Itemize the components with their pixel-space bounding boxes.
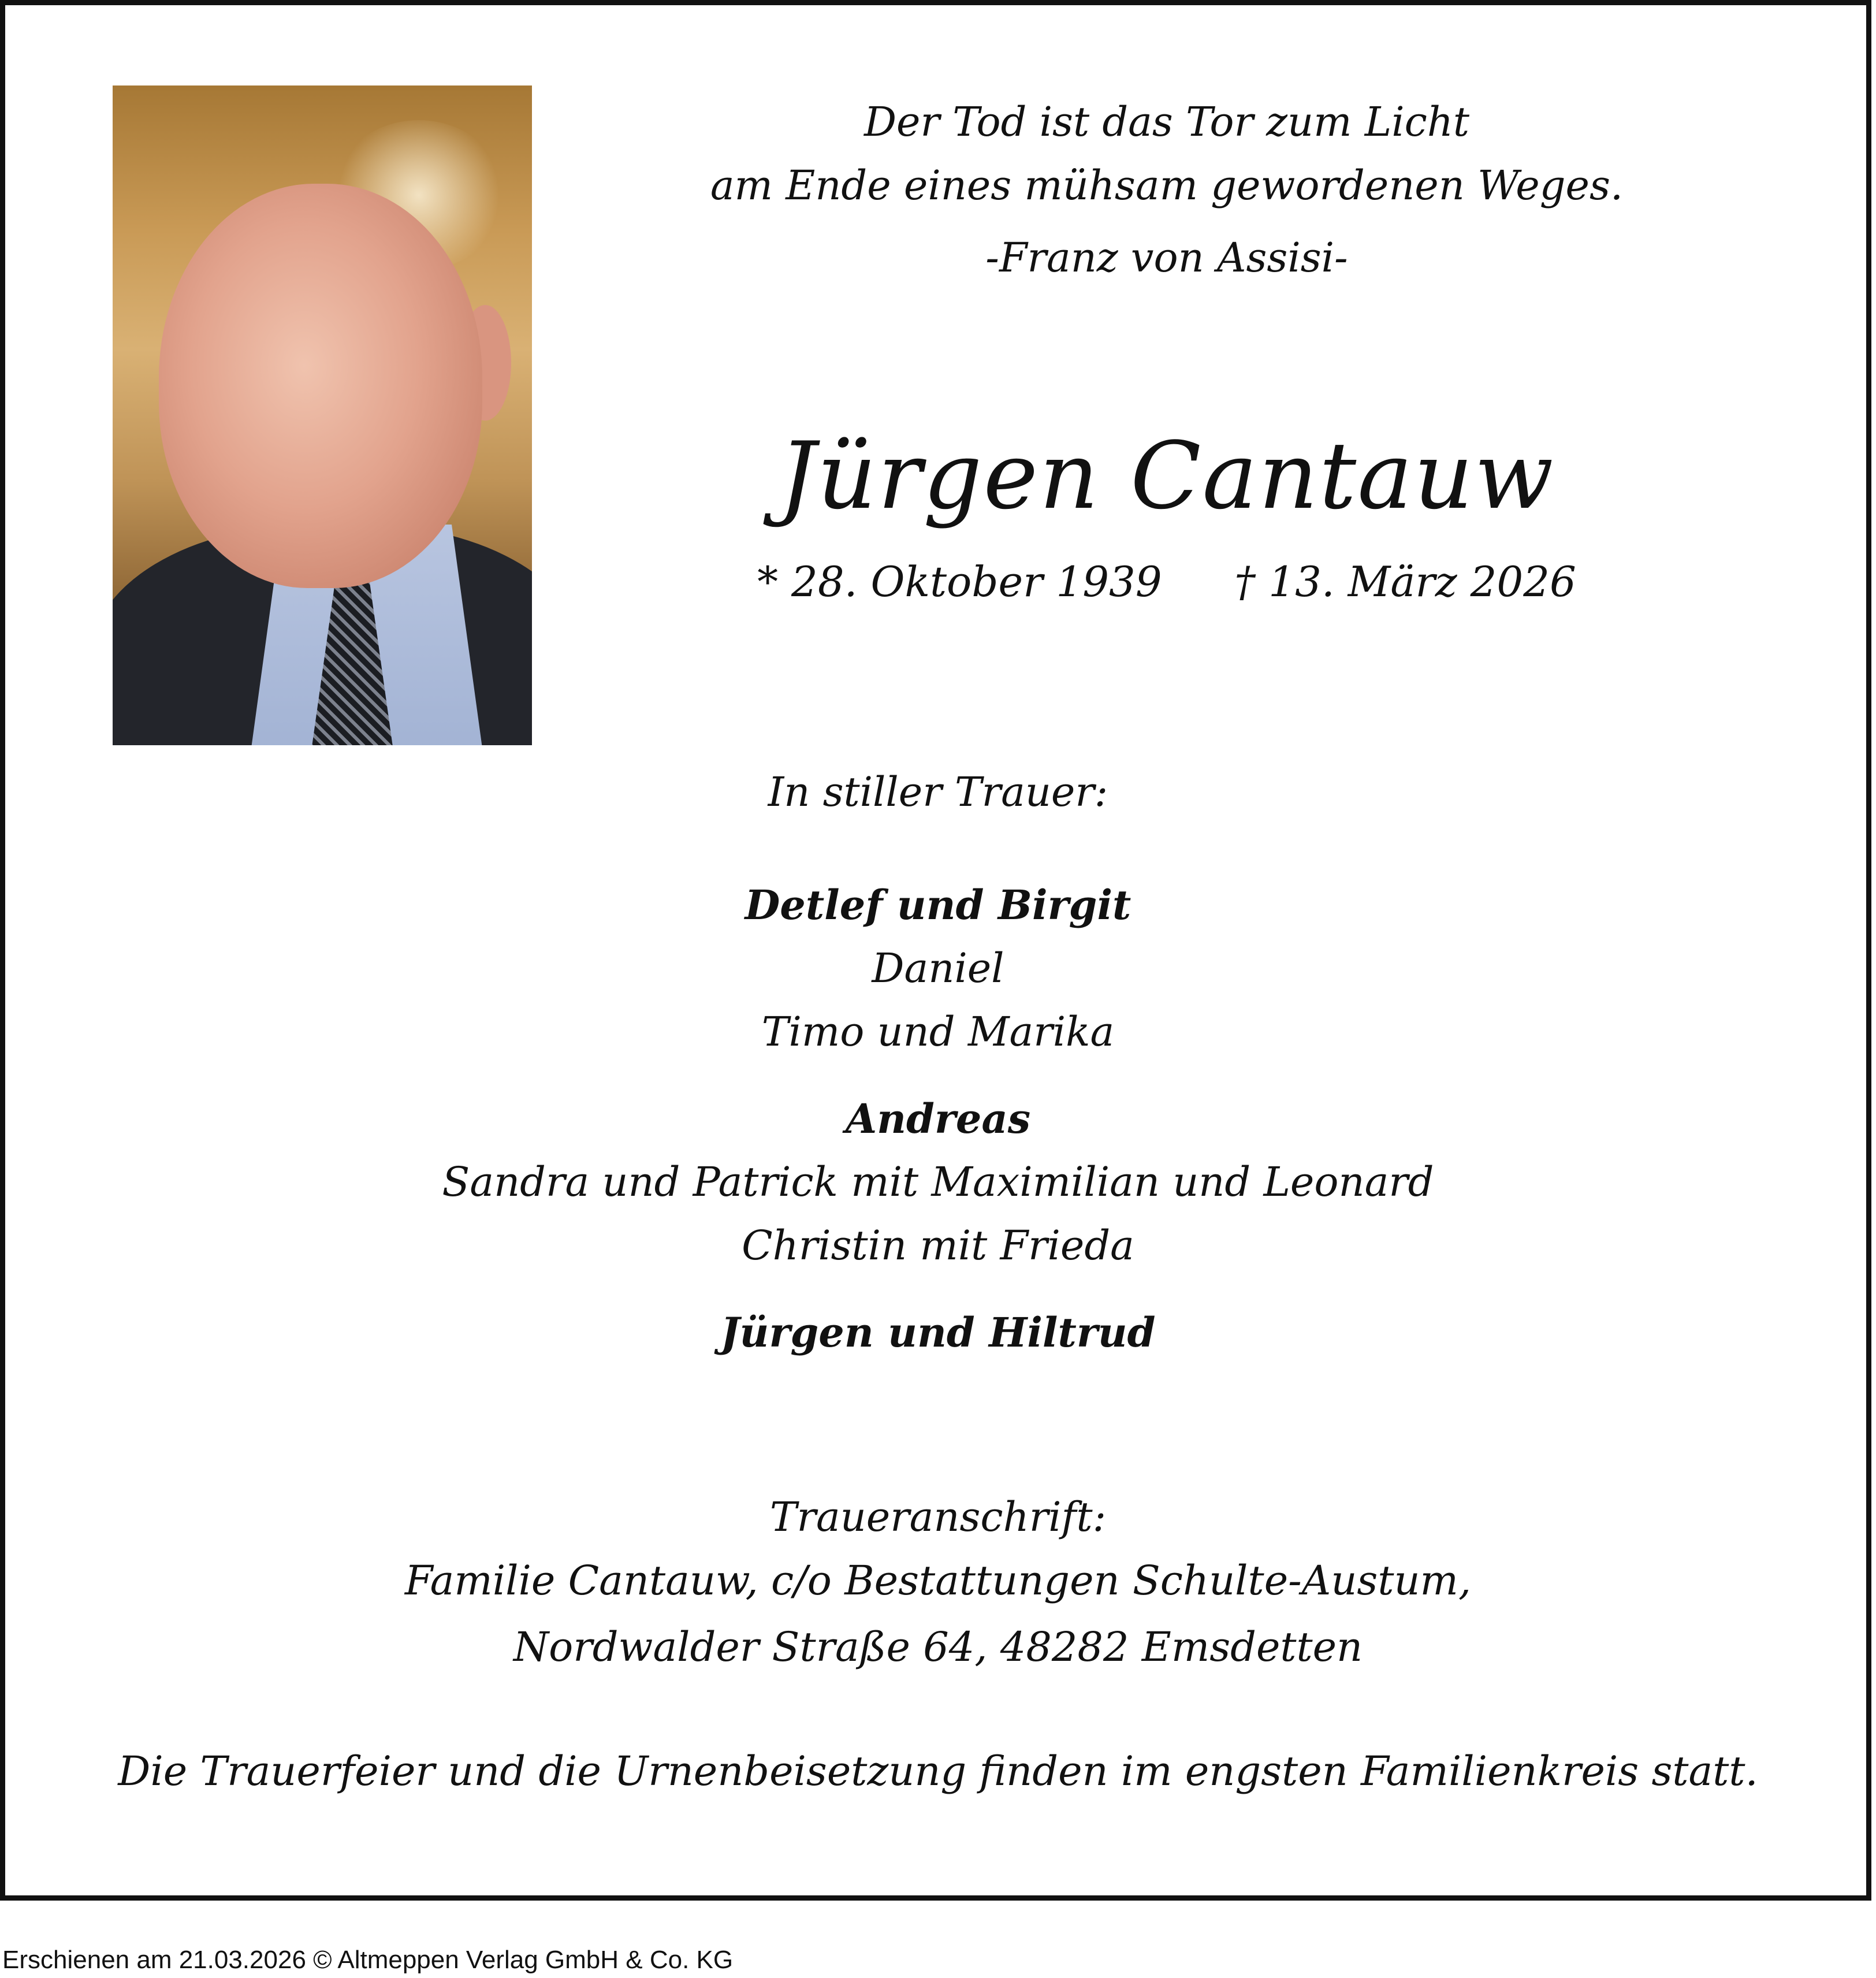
death-date: † 13. März 2026: [1234, 557, 1576, 606]
mourning-intro: In stiller Trauer:: [768, 768, 1108, 816]
family-head-1: Detlef und Birgit: [745, 881, 1131, 929]
family-member: Christin mit Frieda: [742, 1222, 1134, 1269]
address-line-1: Familie Cantauw, c/o Bestattungen Schulte-Austum,: [404, 1557, 1472, 1604]
publication-footer: Erschienen am 21.03.2026 © Altmeppen Verlag GmbH & Co. KG: [2, 1946, 734, 1974]
quote-author: -Franz von Assisi-: [985, 234, 1348, 281]
family-member: Timo und Marika: [761, 1008, 1115, 1055]
family-head-3: Jürgen und Hiltrud: [720, 1308, 1156, 1356]
family-member: Daniel: [872, 945, 1004, 992]
deceased-name: Jürgen Cantauw: [779, 422, 1555, 530]
birth-date: * 28. Oktober 1939: [757, 557, 1162, 606]
quote-line-2: am Ende eines mühsam gewordenen Weges.: [710, 162, 1624, 209]
life-dates: [589, 557, 1744, 606]
portrait-photo: [113, 85, 532, 745]
ceremony-note: Die Trauerfeier und die Urnenbeisetzung finden im engsten Familienkreis statt.: [118, 1748, 1758, 1795]
address-line-2: Nordwalder Straße 64, 48282 Emsdetten: [513, 1623, 1363, 1671]
address-label: Traueranschrift:: [769, 1493, 1107, 1541]
quote-line-1: Der Tod ist das Tor zum Licht: [863, 98, 1470, 146]
family-member: Sandra und Patrick mit Maximilian und Leonard: [442, 1158, 1434, 1206]
family-head-2: Andreas: [845, 1095, 1031, 1143]
